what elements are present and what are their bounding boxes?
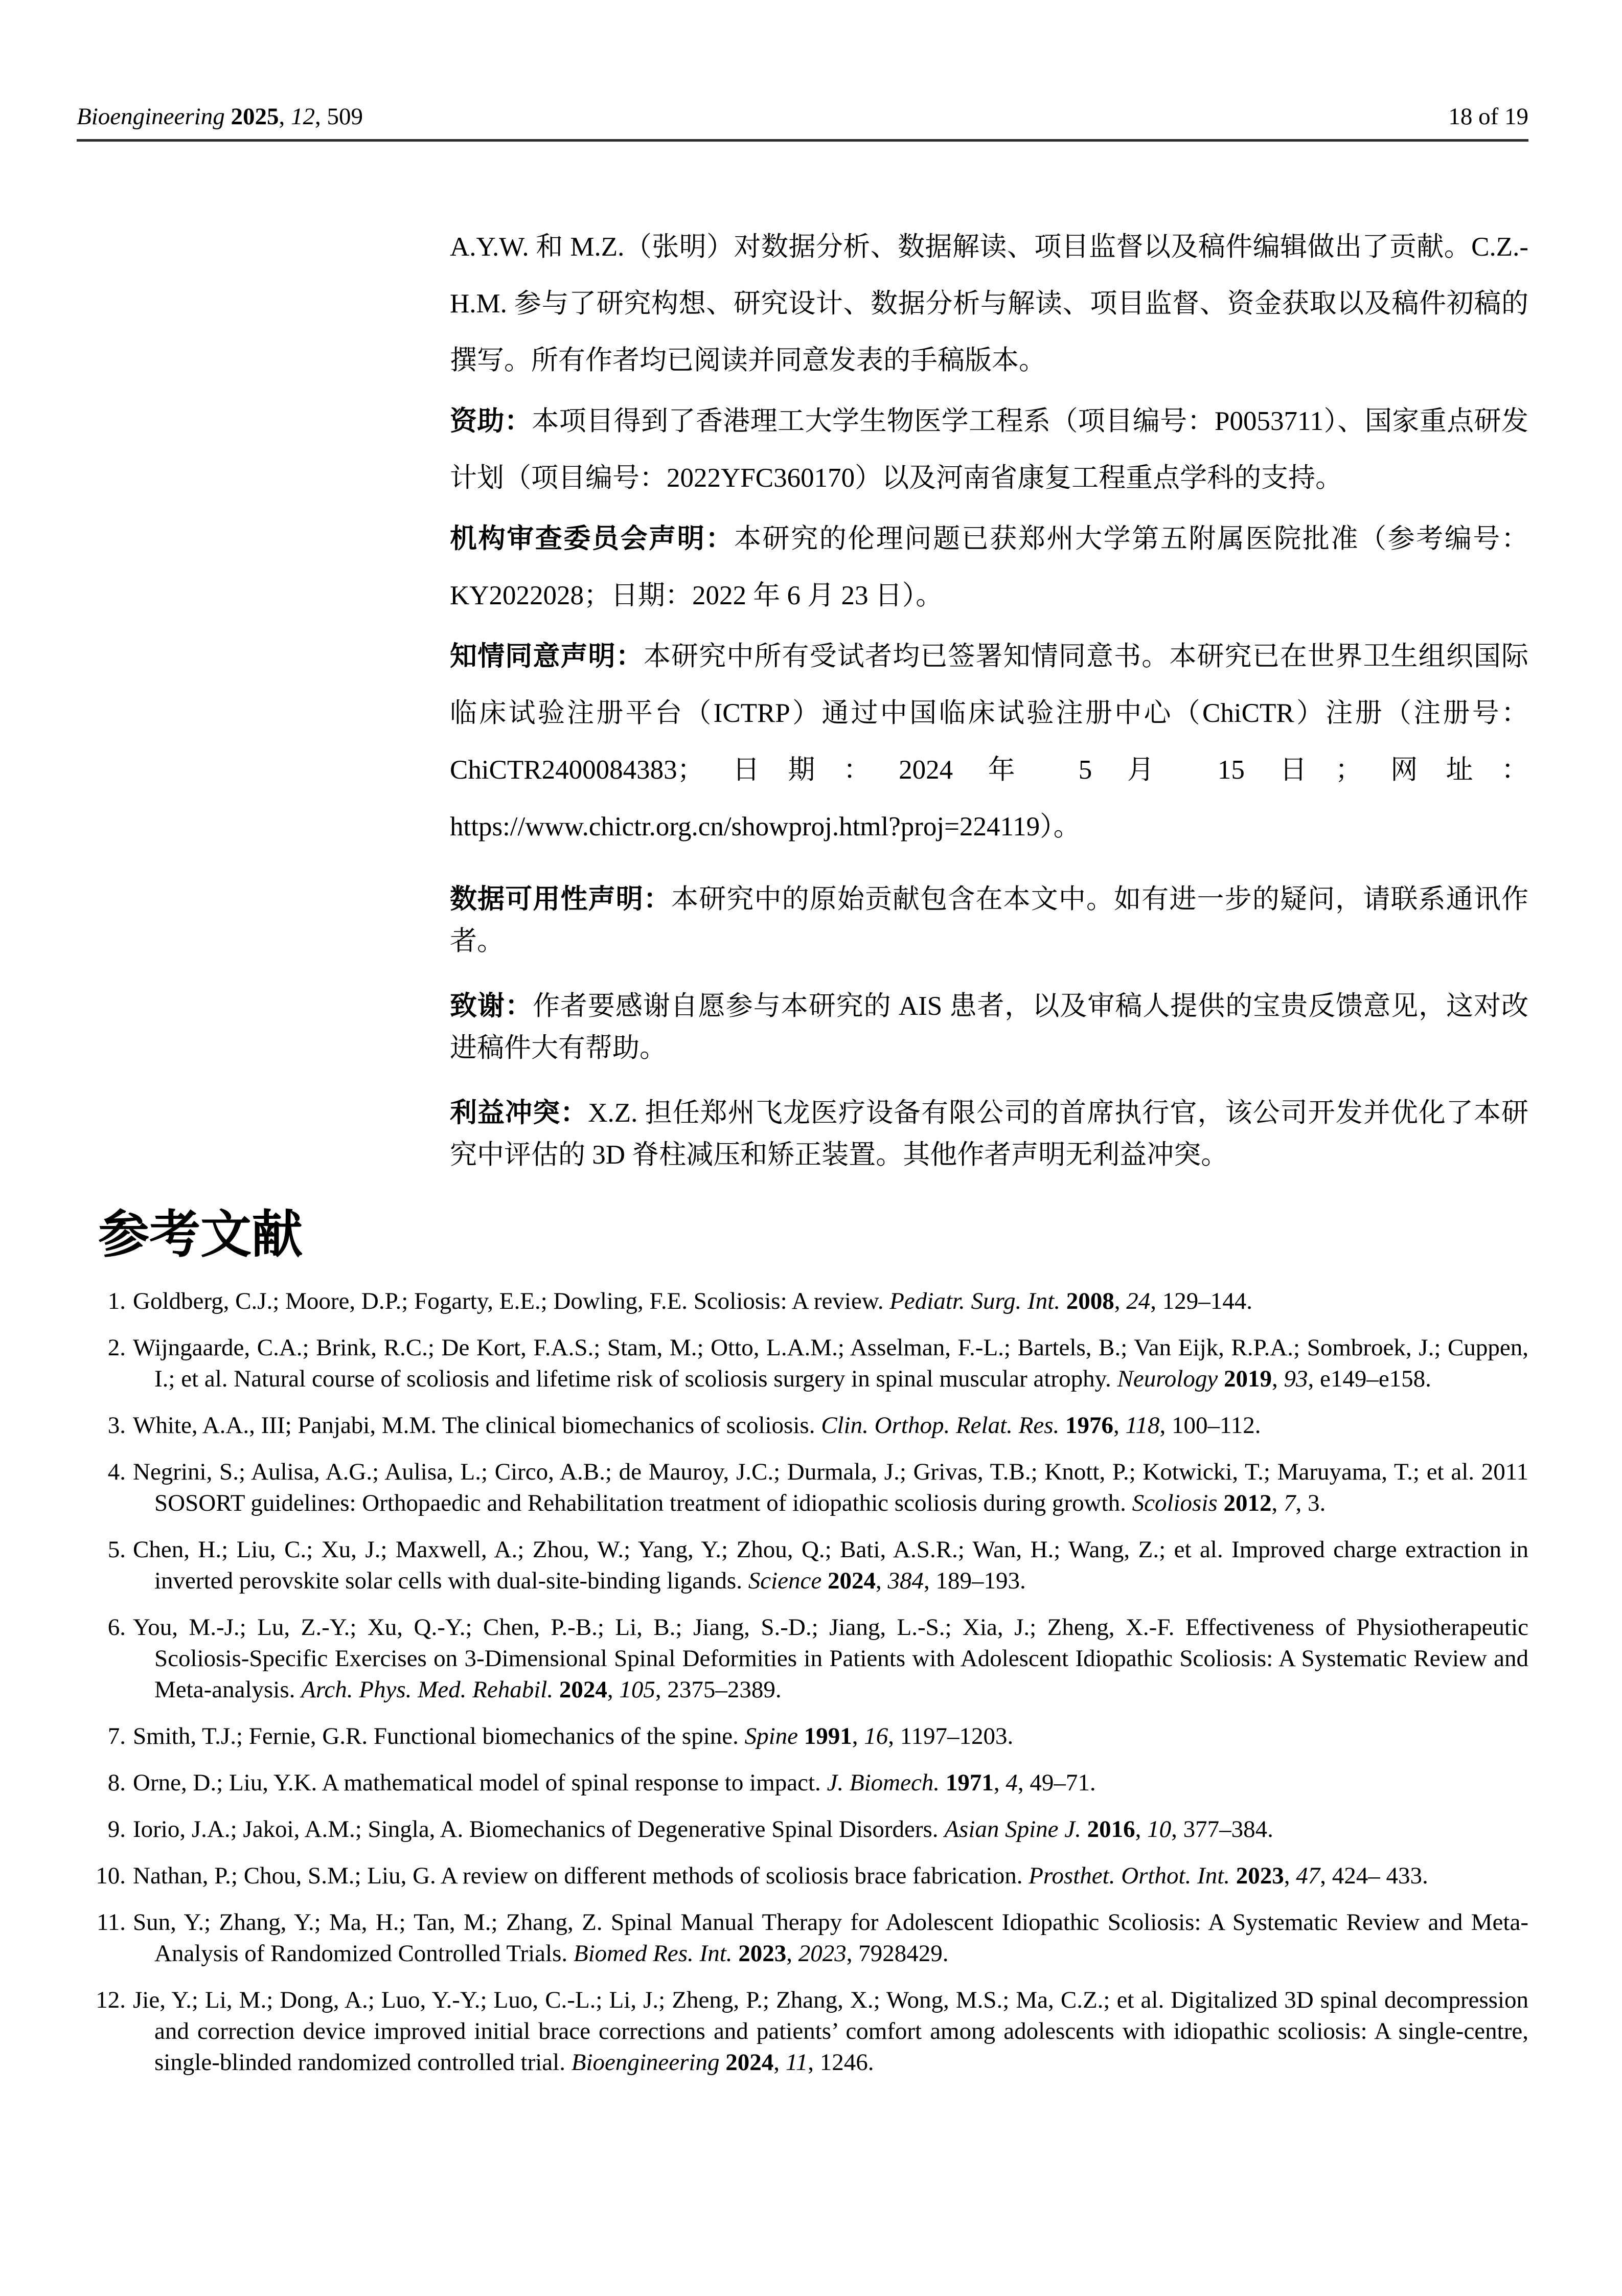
section-label: 利益冲突：: [450, 1098, 588, 1128]
reference-number: 12.: [96, 1987, 126, 2013]
text-segment: Negrini, S.; Aulisa, A.G.; Aulisa, L.; Circo, A.B.; de Mauroy, J.C.; Durmala, J.; Grivas, T.B.; Knott, P.; Kotwicki, T.; Maruyama, T.; et al. 2011 SOSORT guidelines: Orthopaedic and Rehabilitation treatment of idiopathic scoliosis during growth.: [133, 1459, 1528, 1516]
text-segment: 7: [1283, 1490, 1296, 1516]
back-matter-section: [450, 219, 1528, 1176]
text-segment: ,: [875, 1567, 888, 1594]
conflicts-of-interest-paragraph: [450, 1092, 1528, 1176]
text-segment: ,: [279, 103, 291, 130]
reference-number: 9.: [107, 1816, 126, 1843]
text-segment: , 7928429.: [846, 1940, 949, 1967]
reference-item: [77, 1721, 1528, 1752]
text-segment: ,: [1271, 1366, 1284, 1392]
text-segment: 1991: [804, 1723, 852, 1749]
reference-number: 4.: [107, 1459, 126, 1485]
text-segment: Clin. Orthop. Relat. Res.: [821, 1412, 1060, 1439]
header-rule: [77, 139, 1528, 142]
reference-item: [77, 1612, 1528, 1706]
text-segment: 12: [291, 103, 315, 130]
text-segment: Smith, T.J.; Fernie, G.R. Functional biomechanics of the spine.: [133, 1723, 745, 1749]
references-heading: 参考文献: [98, 1207, 303, 1263]
text-segment: ,: [852, 1723, 864, 1749]
text-segment: 2024: [559, 1676, 607, 1703]
text-segment: Biomed Res. Int.: [573, 1940, 733, 1967]
text-segment: Nathan, P.; Chou, S.M.; Liu, G. A review on different methods of scoliosis brace fabrication.: [133, 1862, 1029, 1889]
text-segment: [798, 1723, 804, 1749]
text-segment: ,: [773, 2049, 786, 2076]
reference-number: 8.: [107, 1769, 126, 1796]
text-segment: Goldberg, C.J.; Moore, D.P.; Fogarty, E.E.; Dowling, F.E. Scoliosis: A review.: [133, 1288, 890, 1314]
page-body: [0, 219, 1622, 2094]
reference-item: [77, 1410, 1528, 1441]
text-segment: 93: [1284, 1366, 1308, 1392]
text-segment: [1060, 1288, 1066, 1314]
text-segment: [1218, 1366, 1224, 1392]
text-segment: Wijngaarde, C.A.; Brink, R.C.; De Kort, F.A.S.; Stam, M.; Otto, L.A.M.; Asselman, F.-L.; Bartels, B.; Van Eijk, R.P.A.; Sombroek, J.; Cuppen, I.; et al. Natural course of scoliosis and lifetime risk of scoliosis surgery in spinal muscular atrophy.: [133, 1334, 1528, 1392]
paragraph-text: X.Z. 担任郑州飞龙医疗设备有限公司的首席执行官，该公司开发并优化了本研究中评估的 3D 脊柱减压和矫正装置。其他作者声明无利益冲突。: [450, 1098, 1528, 1170]
text-segment: Scoliosis: [1132, 1490, 1218, 1516]
paragraph-text: 本研究中的原始贡献包含在本文中。如有进一步的疑问，请联系通讯作者。: [450, 884, 1529, 956]
text-segment: 24: [1126, 1288, 1151, 1314]
text-segment: ,: [1135, 1816, 1148, 1843]
irb-statement-paragraph: [450, 511, 1528, 624]
text-segment: [733, 1940, 739, 1967]
section-label: 知情同意声明：: [450, 642, 644, 671]
text-segment: , 1246.: [808, 2049, 874, 2076]
text-segment: , e149–e158.: [1308, 1366, 1431, 1392]
text-segment: , 424– 433.: [1320, 1862, 1428, 1889]
text-segment: 2023: [1236, 1862, 1284, 1889]
journal-citation: [77, 102, 363, 131]
paragraph-text: 本研究中所有受试者均已签署知情同意书。本研究已在世界卫生组织国际临床试验注册平台（ICTRP）通过中国临床试验注册中心（ChiCTR）注册（注册号：ChiCTR2400084383；日期：2024 年 5 月 15 日；网址：https://www.chictr.org.cn/showproj.html?proj=224119）。: [450, 642, 1528, 842]
data-availability-paragraph: [450, 878, 1528, 962]
text-segment: Orne, D.; Liu, Y.K. A mathematical model of spinal response to impact.: [133, 1769, 827, 1796]
text-segment: [1081, 1816, 1087, 1843]
reference-item: [77, 1457, 1528, 1519]
paragraph-text: 作者要感谢自愿参与本研究的 AIS 患者，以及审稿人提供的宝贵反馈意见，这对改进稿件大有帮助。: [450, 991, 1529, 1063]
paragraph-text: 本研究的伦理问题已获郑州大学第五附属医院批准（参考编号：KY2022028；日期：2022 年 6 月 23 日）。: [450, 524, 1529, 610]
text-segment: , 377–384.: [1171, 1816, 1273, 1843]
text-segment: 4: [1006, 1769, 1018, 1796]
section-label: 资助：: [450, 406, 532, 436]
text-segment: Sun, Y.; Zhang, Y.; Ma, H.; Tan, M.; Zhang, Z. Spinal Manual Therapy for Adolescent Idiopathic Scoliosis: A Systematic Review and Meta-Analysis of Randomized Controlled Trials.: [133, 1909, 1528, 1967]
paragraph-text: A.Y.W. 和 M.Z.（张明）对数据分析、数据解读、项目监督以及稿件编辑做出了贡献。C.Z.-H.M. 参与了研究构想、研究设计、数据分析与解读、项目监督、资金获取以及稿件初稿的撰写。所有作者均已阅读并同意发表的手稿版本。: [450, 232, 1528, 375]
text-segment: ,: [786, 1940, 798, 1967]
text-segment: Pediatr. Surg. Int.: [889, 1288, 1060, 1314]
text-segment: [940, 1769, 946, 1796]
text-segment: , 509: [315, 103, 363, 130]
text-segment: 2024: [827, 1567, 876, 1594]
text-segment: Asian Spine J.: [944, 1816, 1081, 1843]
text-segment: J. Biomech.: [827, 1769, 940, 1796]
informed-consent-paragraph: [450, 628, 1528, 855]
text-segment: Jie, Y.; Li, M.; Dong, A.; Luo, Y.-Y.; Luo, C.-L.; Li, J.; Zheng, P.; Zhang, X.; Wong, M.S.; Ma, C.Z.; et al. Digitalized 3D spinal decompression and correction device improved initial brace corrections and patients’ comfort among adolescents with idiopathic scoliosis: A single-centre, single-blinded randomized controlled trial.: [133, 1987, 1528, 2076]
text-segment: ,: [1271, 1490, 1284, 1516]
text-segment: , 2375–2389.: [655, 1676, 782, 1703]
text-segment: Science: [748, 1567, 822, 1594]
text-segment: [821, 1567, 828, 1594]
text-segment: 1976: [1065, 1412, 1114, 1439]
text-segment: 2024: [725, 2049, 774, 2076]
text-segment: Neurology: [1117, 1366, 1218, 1392]
reference-item: [77, 1332, 1528, 1395]
text-segment: , 1197–1203.: [888, 1723, 1014, 1749]
reference-number: 5.: [107, 1536, 126, 1563]
author-contributions-paragraph: [450, 219, 1528, 389]
text-segment: Spine: [744, 1723, 798, 1749]
text-segment: Arch. Phys. Med. Rehabil.: [301, 1676, 554, 1703]
section-label: 数据可用性声明：: [450, 884, 672, 914]
text-segment: 118: [1125, 1412, 1160, 1439]
text-segment: 2008: [1066, 1288, 1114, 1314]
text-segment: [1059, 1412, 1065, 1439]
text-segment: Chen, H.; Liu, C.; Xu, J.; Maxwell, A.; Zhou, W.; Yang, Y.; Zhou, Q.; Bati, A.S.R.; Wan, H.; Wang, Z.; et al. Improved charge extraction in inverted perovskite solar cells with dual-site-binding ligands.: [133, 1536, 1528, 1594]
text-segment: , 129–144.: [1150, 1288, 1252, 1314]
text-segment: ,: [1284, 1862, 1296, 1889]
reference-item: [77, 1767, 1528, 1799]
reference-number: 7.: [107, 1723, 126, 1749]
text-segment: 2025: [231, 103, 279, 130]
text-segment: ,: [1113, 1412, 1126, 1439]
reference-item: [77, 1907, 1528, 1969]
text-segment: 2023: [738, 1940, 787, 1967]
reference-number: 3.: [107, 1412, 126, 1439]
section-label: 机构审查委员会声明：: [450, 524, 734, 554]
text-segment: Iorio, J.A.; Jakoi, A.M.; Singla, A. Biomechanics of Degenerative Spinal Disorders.: [133, 1816, 945, 1843]
text-segment: ,: [993, 1769, 1006, 1796]
reference-item: [77, 1534, 1528, 1597]
text-segment: [1218, 1490, 1224, 1516]
text-segment: 105: [619, 1676, 655, 1703]
reference-list: [77, 1286, 1528, 2078]
reference-number: 6.: [107, 1614, 126, 1641]
text-segment: , 100–112.: [1159, 1412, 1261, 1439]
page-header: [77, 102, 1528, 131]
text-segment: 16: [864, 1723, 888, 1749]
reference-number: 11.: [96, 1909, 126, 1936]
reference-number: 1.: [107, 1288, 126, 1314]
text-segment: 2019: [1223, 1366, 1272, 1392]
text-segment: , 49–71.: [1017, 1769, 1096, 1796]
text-segment: 11: [785, 2049, 808, 2076]
text-segment: [1230, 1862, 1236, 1889]
text-segment: , 189–193.: [923, 1567, 1026, 1594]
text-segment: 2016: [1087, 1816, 1135, 1843]
reference-item: [77, 1860, 1528, 1892]
page-number: 18 of 19: [1448, 103, 1528, 130]
reference-item: [77, 1286, 1528, 1317]
reference-number: 2.: [107, 1334, 126, 1361]
text-segment: 10: [1147, 1816, 1172, 1843]
text-segment: Prosthet. Orthot. Int.: [1029, 1862, 1230, 1889]
acknowledgments-paragraph: [450, 985, 1528, 1069]
text-segment: [225, 103, 231, 130]
text-segment: Bioengineering: [571, 2049, 720, 2076]
text-segment: ,: [607, 1676, 620, 1703]
text-segment: 384: [887, 1567, 924, 1594]
section-label: 致谢：: [450, 991, 533, 1021]
text-segment: 2023: [798, 1940, 847, 1967]
reference-number: 10.: [96, 1862, 126, 1889]
funding-paragraph: [450, 393, 1528, 507]
paragraph-text: 本项目得到了香港理工大学生物医学工程系（项目编号：P0053711）、国家重点研发计划（项目编号：2022YFC360170）以及河南省康复工程重点学科的支持。: [450, 406, 1528, 493]
text-segment: 1971: [945, 1769, 994, 1796]
text-segment: , 3.: [1295, 1490, 1326, 1516]
text-segment: White, A.A., III; Panjabi, M.M. The clinical biomechanics of scoliosis.: [133, 1412, 821, 1439]
text-segment: ,: [1114, 1288, 1127, 1314]
reference-item: [77, 1814, 1528, 1845]
text-segment: You, M.-J.; Lu, Z.-Y.; Xu, Q.-Y.; Chen, P.-B.; Li, B.; Jiang, S.-D.; Jiang, L.-S.; Xia, J.; Zheng, X.-F. Effectiveness of Physiotherapeutic Scoliosis-Specific Exercises on 3-Dimensional Spinal Deformities in Patients with Adolescent Idiopathic Scoliosis: A Systematic Review and Meta-analysis.: [133, 1614, 1528, 1703]
text-segment: 47: [1296, 1862, 1320, 1889]
text-segment: [553, 1676, 559, 1703]
text-segment: Bioengineering: [77, 103, 225, 130]
reference-item: [77, 1985, 1528, 2078]
text-segment: [720, 2049, 726, 2076]
text-segment: 2012: [1223, 1490, 1272, 1516]
